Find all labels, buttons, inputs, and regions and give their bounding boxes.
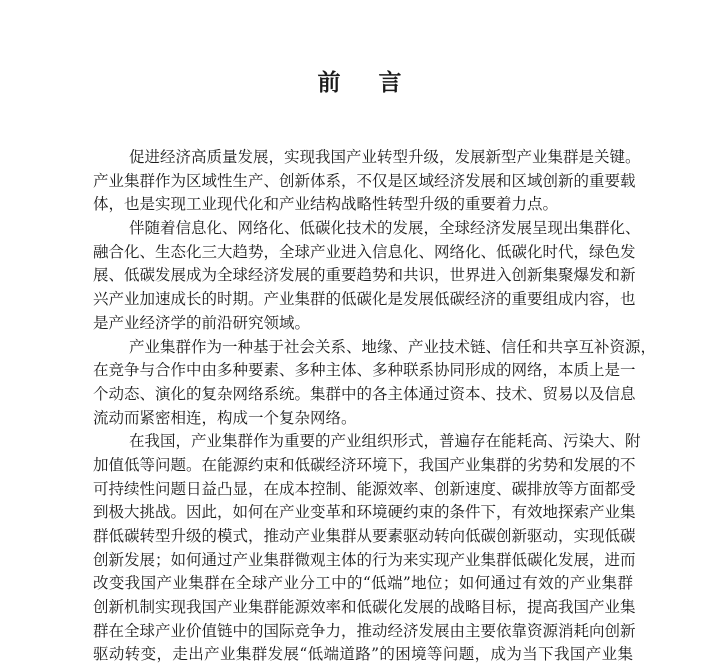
paragraph	[93, 336, 657, 431]
text-line: 体，也是实现工业现代化和产业结构战略性转型升级的重要着力点。	[93, 195, 559, 214]
text-line: 群在全球产业价值链中的国际竞争力，推动经济发展由主要依靠资源消耗向创新	[93, 621, 636, 640]
text-line: 流动而紧密相连，构成一个复杂网络。	[93, 408, 357, 427]
text-line: 兴产业加速成长的时期。产业集群的低碳化是发展低碳经济的重要组成内容，也	[93, 290, 636, 309]
text-line: 融合化、生态化三大趋势，全球产业进入信息化、网络化、低碳化时代，绿色发	[93, 242, 636, 261]
text-line: 改变我国产业集群在全球产业分工中的“低端”地位；如何通过有效的产业集群	[93, 574, 633, 593]
text-line: 是产业经济学的前沿研究领域。	[93, 313, 311, 332]
text-line: 加值低等问题。在能源约束和低碳经济环境下，我国产业集群的劣势和发展的不	[93, 455, 636, 474]
text-line: 产业集群作为区域性生产、创新体系，不仅是区域经济发展和区域创新的重要载	[93, 171, 636, 190]
text-line: 产业集群作为一种基于社会关系、地缘、产业技术链、信任和共享互补资源，	[129, 337, 657, 356]
text-line: 到极大挑战。因此，如何在产业变革和环境硬约束的条件下，有效地探索产业集	[93, 503, 636, 522]
text-line: 创新发展；如何通过产业集群微观主体的行为来实现产业集群低碳化发展，进而	[93, 550, 636, 569]
page-title: 前言	[317, 69, 440, 96]
text-line: 展、低碳发展成为全球经济发展的重要趋势和共识，世界进入创新集聚爆发和新	[93, 266, 636, 285]
text-line: 促进经济高质量发展，实现我国产业转型升级，发展新型产业集群是关键。	[129, 148, 641, 166]
text-line: 可持续性问题日益凸显，在成本控制、能源效率、创新速度、碳排放等方面都受	[93, 479, 636, 498]
text-line: 群低碳转型升级的模式，推动产业集群从要素驱动转向低碳创新驱动，实现低碳	[93, 527, 636, 545]
paragraph	[93, 146, 641, 217]
text-line: 驱动转变，走出产业集群发展“低端道路”的困境等问题，成为当下我国产业集	[93, 645, 633, 664]
text-line: 在竞争与合作中由多种要素、多种主体、多种联系协同形成的网络，本质上是一	[93, 361, 636, 380]
text-line: 个动态、演化的复杂网络系统。集群中的各主体通过资本、技术、贸易以及信息	[93, 384, 636, 403]
paragraph	[93, 430, 641, 667]
text-line: 创新机制实现我国产业集群能源效率和低碳化发展的战略目标，提高我国产业集	[93, 598, 636, 617]
paragraph	[93, 217, 641, 335]
text-line: 伴随着信息化、网络化、低碳化技术的发展，全球经济发展呈现出集群化、	[129, 219, 641, 238]
preface-body	[93, 146, 657, 667]
text-line: 在我国，产业集群作为重要的产业组织形式，普遍存在能耗高、污染大、附	[129, 432, 641, 451]
